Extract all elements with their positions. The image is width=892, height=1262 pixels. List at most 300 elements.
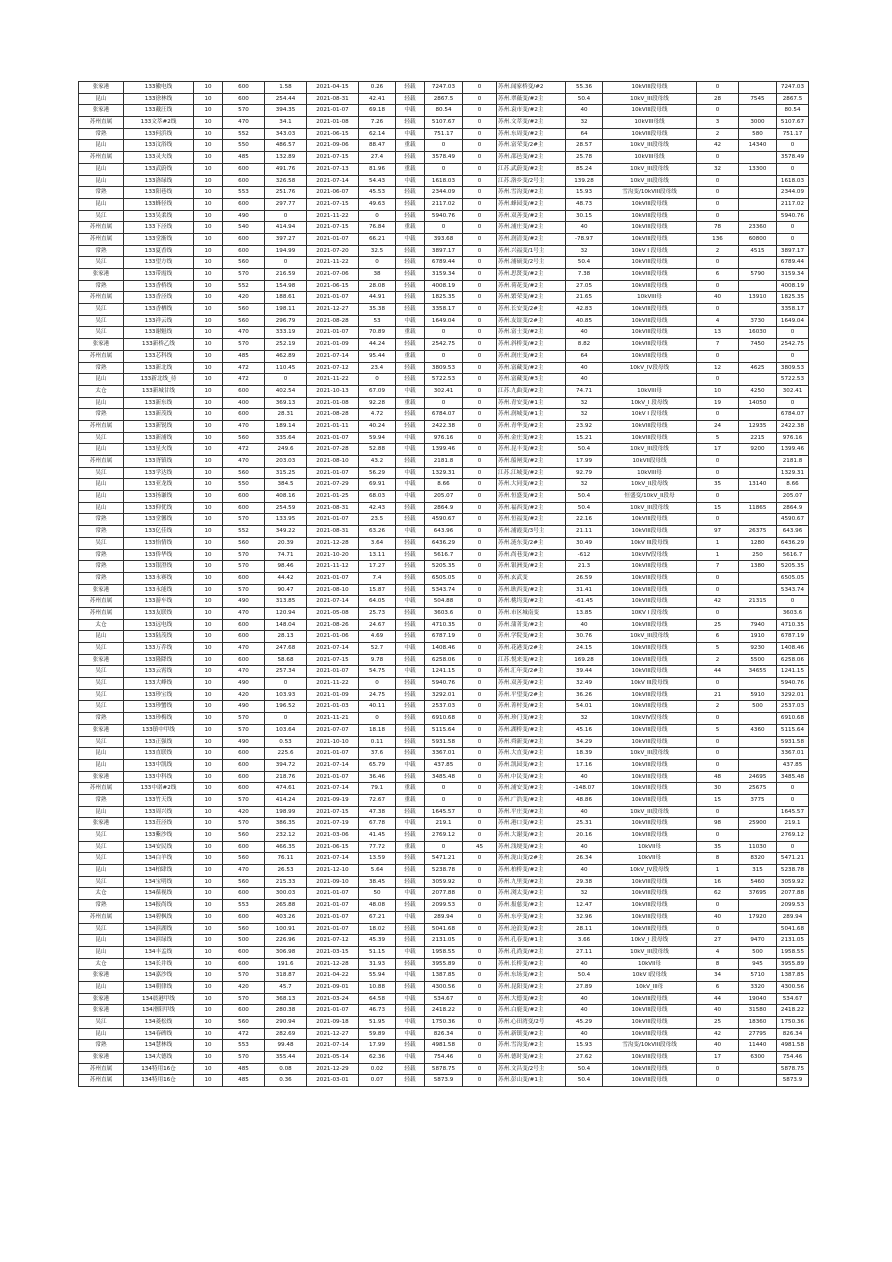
table-cell: 103.64: [265, 724, 307, 736]
table-cell: 560: [223, 304, 265, 316]
table-cell: 470: [223, 865, 265, 877]
table-cell: 苏州.富藏变/#3主: [497, 374, 566, 386]
table-cell: 0: [463, 128, 497, 140]
table-cell: 10kVIII段母线: [603, 701, 697, 713]
table-cell: 85.24: [566, 163, 603, 175]
table-cell: 6787.19: [777, 631, 809, 643]
table-cell: 1825.35: [777, 292, 809, 304]
table-cell: 560: [223, 1017, 265, 1029]
table-cell: 133珍宝线: [124, 689, 194, 701]
table-cell: 134晨港甲线: [124, 993, 194, 1005]
table-cell: 0: [463, 409, 497, 421]
table-cell: 2021-07-28: [307, 444, 359, 456]
table-cell: 0: [265, 374, 307, 386]
table-cell: 400: [223, 397, 265, 409]
table-cell: 中载: [396, 596, 425, 608]
table-cell: 219.1: [425, 818, 463, 830]
table-cell: 中载: [396, 946, 425, 958]
table-cell: 343.03: [265, 128, 307, 140]
table-cell: 5931.58: [425, 736, 463, 748]
table-cell: 5710: [739, 970, 777, 982]
table-cell: 32: [566, 397, 603, 409]
table-cell: 0: [697, 584, 739, 596]
table-cell: 25: [697, 619, 739, 631]
table-cell: 2344.09: [425, 187, 463, 199]
table-cell: 吴江: [79, 1017, 124, 1029]
table-cell: 11440: [739, 1040, 777, 1052]
table-cell: 490: [223, 678, 265, 690]
table-cell: 苏州.昆阳变/#2主: [497, 981, 566, 993]
table-cell: 轻载: [396, 198, 425, 210]
table-cell: 0: [777, 222, 809, 234]
table-cell: 552: [223, 280, 265, 292]
table-cell: 44.91: [359, 292, 396, 304]
table-cell: 10: [194, 140, 223, 152]
table-cell: 苏州.大谢变/#2主: [497, 830, 566, 842]
table-cell: 雪沟变/10kVIII段母线: [603, 187, 697, 199]
table-cell: 5940.76: [425, 678, 463, 690]
table-cell: 134滨湖线: [124, 923, 194, 935]
table-cell: 苏州.友谊变/2#主: [497, 315, 566, 327]
table-cell: 16030: [739, 327, 777, 339]
table-cell: 5940.76: [777, 678, 809, 690]
table-cell: 苏州直属: [79, 911, 124, 923]
table-cell: 0: [463, 572, 497, 584]
table-cell: [739, 175, 777, 187]
table-cell: 462.89: [265, 350, 307, 362]
table-cell: 苏州.彭山变/#1主: [497, 1075, 566, 1087]
table-cell: 1329.31: [777, 467, 809, 479]
table-cell: 133洛绿线: [124, 175, 194, 187]
table-cell: 386.35: [265, 818, 307, 830]
table-cell: 苏州.市区城南变: [497, 607, 566, 619]
table-cell: 133芯科线: [124, 350, 194, 362]
table-row: [79, 771, 809, 783]
table-cell: 苏州.桃坞变/#2主: [497, 596, 566, 608]
table-cell: 133下泾线: [124, 222, 194, 234]
table-cell: 44: [697, 993, 739, 1005]
table-row: [79, 187, 809, 199]
table-cell: 0: [697, 713, 739, 725]
table-cell: 10: [194, 198, 223, 210]
table-cell: [739, 923, 777, 935]
table-cell: 500: [739, 701, 777, 713]
table-cell: 10: [194, 257, 223, 269]
table-cell: 苏州.凯园变/#2主: [497, 759, 566, 771]
table-cell: 74.71: [566, 385, 603, 397]
table-cell: 吴江: [79, 689, 124, 701]
table-cell: 44.24: [359, 339, 396, 351]
table-cell: 中载: [396, 970, 425, 982]
table-cell: 120.94: [265, 607, 307, 619]
table-cell: 10kVIII段母线: [603, 222, 697, 234]
table-cell: 751.17: [425, 128, 463, 140]
table-cell: 5238.78: [777, 865, 809, 877]
table-cell: 苏州.思贤变/#2主: [497, 269, 566, 281]
table-cell: 0: [463, 479, 497, 491]
table-row: [79, 724, 809, 736]
table-cell: 0: [463, 666, 497, 678]
table-cell: 0: [359, 713, 396, 725]
table-cell: 600: [223, 911, 265, 923]
table-cell: 中载: [396, 911, 425, 923]
table-cell: 40: [566, 865, 603, 877]
table-cell: 2021-03-06: [307, 830, 359, 842]
table-cell: 10: [194, 1063, 223, 1075]
table-cell: 37.6: [359, 748, 396, 760]
table-cell: 62.14: [359, 128, 396, 140]
table-cell: 133香泾线: [124, 292, 194, 304]
table-row: [79, 304, 809, 316]
table-cell: 苏州直属: [79, 420, 124, 432]
table-cell: 132.89: [265, 152, 307, 164]
table-cell: 轻载: [396, 853, 425, 865]
table-cell: 1399.46: [425, 444, 463, 456]
table-cell: 0: [425, 397, 463, 409]
table-cell: 3897.17: [777, 245, 809, 257]
table-cell: 0: [777, 233, 809, 245]
table-cell: 苏州.舜新变/#2主: [497, 736, 566, 748]
table-cell: 苏州直属: [79, 350, 124, 362]
table-cell: 500: [739, 946, 777, 958]
table-cell: 600: [223, 958, 265, 970]
table-row: [79, 1017, 809, 1029]
table-row: [79, 140, 809, 152]
table-cell: 1750.36: [777, 1017, 809, 1029]
table-cell: 轻载: [396, 561, 425, 573]
table-cell: 8: [697, 853, 739, 865]
table-cell: 10kVIII段母线: [603, 771, 697, 783]
table-cell: 吴江: [79, 467, 124, 479]
table-cell: 2021-07-14: [307, 643, 359, 655]
table-cell: 10kV_III段母线: [603, 93, 697, 105]
table-cell: 169.28: [566, 654, 603, 666]
table-cell: 296.79: [265, 315, 307, 327]
table-cell: 2542.75: [425, 339, 463, 351]
table-cell: 0: [265, 257, 307, 269]
table-cell: 5115.64: [777, 724, 809, 736]
table-cell: 2021-01-07: [307, 911, 359, 923]
table-cell: 10kV III段母线: [603, 678, 697, 690]
table-cell: 302.41: [777, 385, 809, 397]
table-row: [79, 327, 809, 339]
table-cell: 257.34: [265, 666, 307, 678]
table-cell: 张家港: [79, 1052, 124, 1064]
table-cell: 1408.46: [425, 643, 463, 655]
table-cell: 81.96: [359, 163, 396, 175]
table-cell: 37695: [739, 888, 777, 900]
table-row: [79, 152, 809, 164]
table-cell: 1649.04: [425, 315, 463, 327]
table-cell: 0: [697, 923, 739, 935]
table-cell: 0: [463, 549, 497, 561]
table-cell: 常熟: [79, 362, 124, 374]
table-cell: 13300: [739, 163, 777, 175]
table-cell: 2021-11-22: [307, 678, 359, 690]
table-cell: 中载: [396, 888, 425, 900]
table-cell: 昆山: [79, 806, 124, 818]
table-cell: 205.07: [425, 491, 463, 503]
table-cell: 600: [223, 198, 265, 210]
table-cell: 13.11: [359, 549, 396, 561]
table-cell: 28.11: [566, 923, 603, 935]
table-row: [79, 841, 809, 853]
table-cell: 0: [359, 210, 396, 222]
table-cell: 2021-01-07: [307, 432, 359, 444]
table-cell: 10kVIII段母线: [603, 596, 697, 608]
table-cell: 69.18: [359, 105, 396, 117]
table-cell: 0: [697, 467, 739, 479]
table-cell: 3358.17: [777, 304, 809, 316]
table-cell: 560: [223, 257, 265, 269]
table-cell: 10kVIII段母线: [603, 269, 697, 281]
table-cell: 6: [697, 981, 739, 993]
table-cell: 32: [566, 479, 603, 491]
table-cell: 0: [697, 187, 739, 199]
table-cell: 常熟: [79, 280, 124, 292]
table-cell: 27.4: [359, 152, 396, 164]
table-cell: 98.46: [265, 561, 307, 573]
table-row: [79, 759, 809, 771]
table-cell: 10: [194, 1052, 223, 1064]
table-cell: 133荘泾线: [124, 818, 194, 830]
table-cell: 5500: [739, 654, 777, 666]
table-cell: [739, 514, 777, 526]
table-cell: 10: [194, 701, 223, 713]
table-cell: 64: [566, 350, 603, 362]
table-cell: 133新桥乙线: [124, 339, 194, 351]
table-cell: 38: [359, 269, 396, 281]
table-row: [79, 736, 809, 748]
table-cell: 6: [697, 631, 739, 643]
table-cell: 0: [463, 117, 497, 129]
table-cell: 39.44: [566, 666, 603, 678]
table-cell: 534.67: [777, 993, 809, 1005]
table-cell: [739, 198, 777, 210]
table-cell: [739, 374, 777, 386]
table-cell: 张家港: [79, 993, 124, 1005]
table-row: [79, 946, 809, 958]
table-cell: 23360: [739, 222, 777, 234]
table-row: [79, 783, 809, 795]
table-cell: 轻载: [396, 654, 425, 666]
table-cell: 2021-07-14: [307, 175, 359, 187]
table-cell: 10kVIII段母线: [603, 736, 697, 748]
table-cell: 轻载: [396, 678, 425, 690]
table-cell: 10: [194, 374, 223, 386]
table-cell: -78.97: [566, 233, 603, 245]
table-cell: 10kV I 段母线: [603, 409, 697, 421]
table-cell: 10: [194, 292, 223, 304]
table-cell: 0: [697, 82, 739, 94]
table-cell: 中载: [396, 818, 425, 830]
table-cell: 苏州.青安变/#1主: [497, 397, 566, 409]
table-cell: 10: [194, 584, 223, 596]
table-cell: 133中科线: [124, 771, 194, 783]
table-cell: 4250: [739, 385, 777, 397]
table-cell: 10: [194, 783, 223, 795]
table-cell: 0.07: [359, 1075, 396, 1087]
table-cell: 40: [566, 1005, 603, 1017]
table-cell: 0: [697, 456, 739, 468]
table-cell: 133徽电线: [124, 82, 194, 94]
table-cell: 0: [777, 783, 809, 795]
table-cell: 2021-01-09: [307, 689, 359, 701]
table-cell: 轻载: [396, 748, 425, 760]
table-cell: 0: [697, 678, 739, 690]
table-cell: 10kVIII母线: [603, 152, 697, 164]
table-cell: 3320: [739, 981, 777, 993]
table-cell: 10: [194, 876, 223, 888]
table-cell: 552: [223, 526, 265, 538]
table-cell: 2021-07-14: [307, 853, 359, 865]
table-cell: 0: [463, 1028, 497, 1040]
table-cell: 10: [194, 935, 223, 947]
table-cell: [739, 678, 777, 690]
table-cell: 苏州.双善变/#2主: [497, 678, 566, 690]
table-cell: 98: [697, 818, 739, 830]
table-cell: 133新东线: [124, 397, 194, 409]
data-sheet: [78, 81, 808, 1087]
table-cell: 0: [697, 491, 739, 503]
table-cell: 10: [194, 794, 223, 806]
table-row: [79, 502, 809, 514]
table-cell: 10kV_III段母线: [603, 140, 697, 152]
table-cell: 苏州.恒福变/#2主: [497, 514, 566, 526]
table-row: [79, 420, 809, 432]
table-cell: 76.11: [265, 853, 307, 865]
table-cell: 常熟: [79, 549, 124, 561]
table-cell: 0: [463, 222, 497, 234]
table-cell: 55.94: [359, 970, 396, 982]
table-cell: 289.94: [777, 911, 809, 923]
table-cell: 600: [223, 93, 265, 105]
table-cell: 67.21: [359, 911, 396, 923]
table-cell: 500: [223, 935, 265, 947]
table-cell: 643.96: [425, 526, 463, 538]
table-cell: [739, 82, 777, 94]
table-cell: 600: [223, 233, 265, 245]
table-cell: 1649.04: [777, 315, 809, 327]
table-cell: 2117.02: [425, 198, 463, 210]
table-cell: 44: [697, 666, 739, 678]
table-cell: 苏州.港口变/#2主: [497, 818, 566, 830]
table-cell: 10: [194, 502, 223, 514]
table-cell: 491.76: [265, 163, 307, 175]
table-cell: [739, 1075, 777, 1087]
table-cell: 2077.88: [425, 888, 463, 900]
table-cell: 10kVIII段母线: [603, 327, 697, 339]
table-cell: 10: [194, 572, 223, 584]
table-cell: 40: [566, 806, 603, 818]
table-cell: 4300.56: [777, 981, 809, 993]
table-cell: 34.29: [566, 736, 603, 748]
table-cell: 472: [223, 1028, 265, 1040]
table-cell: 133友联线: [124, 607, 194, 619]
table-cell: 306.98: [265, 946, 307, 958]
table-cell: 苏州.昆丰变/#2主: [497, 444, 566, 456]
table-cell: 133新茂线: [124, 409, 194, 421]
table-cell: 10: [194, 444, 223, 456]
table-cell: 苏州.大德变/#2主: [497, 993, 566, 1005]
table-cell: 10.88: [359, 981, 396, 993]
table-cell: 6784.07: [425, 409, 463, 421]
table-cell: 570: [223, 584, 265, 596]
table-cell: 苏州.雪沟变/#2主: [497, 187, 566, 199]
table-cell: 苏州.福西变/#2主: [497, 502, 566, 514]
table-cell: 9.78: [359, 654, 396, 666]
table-cell: 10kVIII段母线: [603, 666, 697, 678]
table-cell: 0: [463, 385, 497, 397]
table-cell: 5343.74: [777, 584, 809, 596]
table-cell: 10kVIII段母线: [603, 420, 697, 432]
table-cell: 0: [697, 350, 739, 362]
table-cell: 轻载: [396, 724, 425, 736]
table-cell: 3059.92: [425, 876, 463, 888]
table-cell: 10: [194, 724, 223, 736]
table-cell: 1241.15: [777, 666, 809, 678]
table-cell: 10kV_III段母线: [603, 748, 697, 760]
table-cell: 4.69: [359, 631, 396, 643]
table-cell: 10kV_III母: [603, 981, 697, 993]
table-cell: 0: [463, 561, 497, 573]
table-cell: 7: [697, 561, 739, 573]
table-cell: 4710.35: [425, 619, 463, 631]
table-cell: 苏州.邵邑变/#2主: [497, 152, 566, 164]
table-cell: 133望方线: [124, 257, 194, 269]
table-cell: 10: [194, 537, 223, 549]
table-cell: 92.28: [359, 397, 396, 409]
table-cell: 0: [463, 701, 497, 713]
table-cell: 5722.53: [425, 374, 463, 386]
table-cell: 65.79: [359, 759, 396, 771]
table-cell: 90.47: [265, 584, 307, 596]
table-row: [79, 561, 809, 573]
table-cell: 10: [194, 830, 223, 842]
table-cell: 轻载: [396, 280, 425, 292]
table-cell: 45.39: [359, 935, 396, 947]
table-cell: 昆山: [79, 175, 124, 187]
table-cell: 江苏.九曲变/#2主: [497, 385, 566, 397]
table-cell: 54.01: [566, 701, 603, 713]
table-cell: 600: [223, 631, 265, 643]
table-cell: 64.05: [359, 596, 396, 608]
table-cell: 2418.22: [777, 1005, 809, 1017]
table-cell: 10kV III段母线: [603, 537, 697, 549]
table-cell: [739, 572, 777, 584]
table-row: [79, 350, 809, 362]
table-cell: 76.84: [359, 222, 396, 234]
table-cell: 重载: [396, 327, 425, 339]
table-cell: 轻载: [396, 958, 425, 970]
table-cell: 13: [697, 327, 739, 339]
table-cell: 10kVIII段母线: [603, 900, 697, 912]
table-cell: 751.17: [777, 128, 809, 140]
table-cell: 2021-08-31: [307, 526, 359, 538]
table-cell: 苏州.东场变/#2主: [497, 970, 566, 982]
table-cell: 470: [223, 607, 265, 619]
table-cell: 10: [194, 409, 223, 421]
table-cell: 32: [697, 163, 739, 175]
table-cell: 2181.8: [777, 456, 809, 468]
table-cell: 10: [194, 806, 223, 818]
table-cell: [739, 748, 777, 760]
table-cell: 轻载: [396, 865, 425, 877]
table-cell: 216.59: [265, 269, 307, 281]
table-cell: 吴江: [79, 678, 124, 690]
table-cell: 张家港: [79, 1005, 124, 1017]
table-cell: 3367.01: [425, 748, 463, 760]
